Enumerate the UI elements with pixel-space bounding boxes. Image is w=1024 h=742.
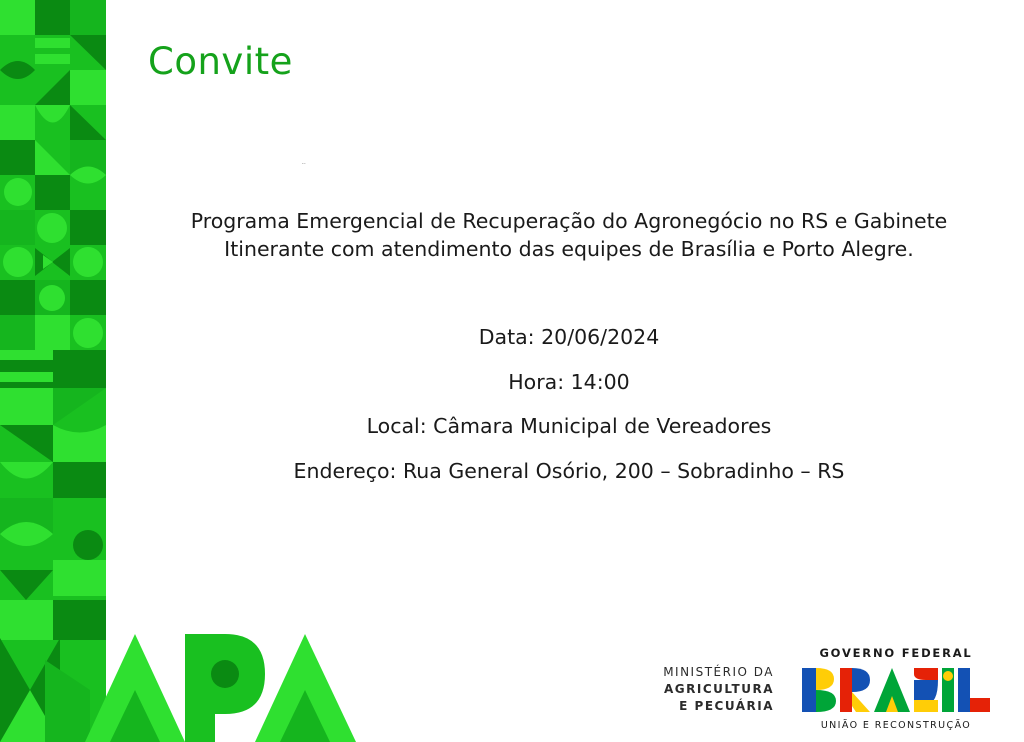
program-description (140, 207, 998, 263)
program-line-2: Itinerante com atendimento das equipes de Brasília e Porto Alegre. (224, 237, 914, 261)
mapa-logo (0, 630, 356, 742)
ministry-label (646, 664, 774, 715)
event-address: Endereço: Rua General Osório, 200 – Sobradinho – RS (293, 458, 845, 483)
event-date: Data: 20/06/2024 (478, 325, 660, 349)
page-title: Convite (148, 40, 293, 83)
event-time: Hora: 14:00 (508, 369, 630, 394)
gov-bottom-label: UNIÃO E RECONSTRUÇÃO (820, 720, 972, 731)
gov-top-label: GOVERNO FEDERAL (819, 646, 973, 660)
ministry-line-3: E PECUÁRIA (679, 699, 774, 713)
svg-text:BRASIL: BRASIL (302, 164, 306, 165)
program-line-1: Programa Emergencial de Recuperação do Agronegócio no RS e Gabinete (190, 209, 948, 233)
ministry-line-2: AGRICULTURA (663, 682, 774, 696)
ministry-line-1: MINISTÉRIO DA (663, 665, 774, 679)
event-location: Local: Câmara Municipal de Vereadores (366, 414, 772, 438)
event-details (140, 322, 998, 500)
